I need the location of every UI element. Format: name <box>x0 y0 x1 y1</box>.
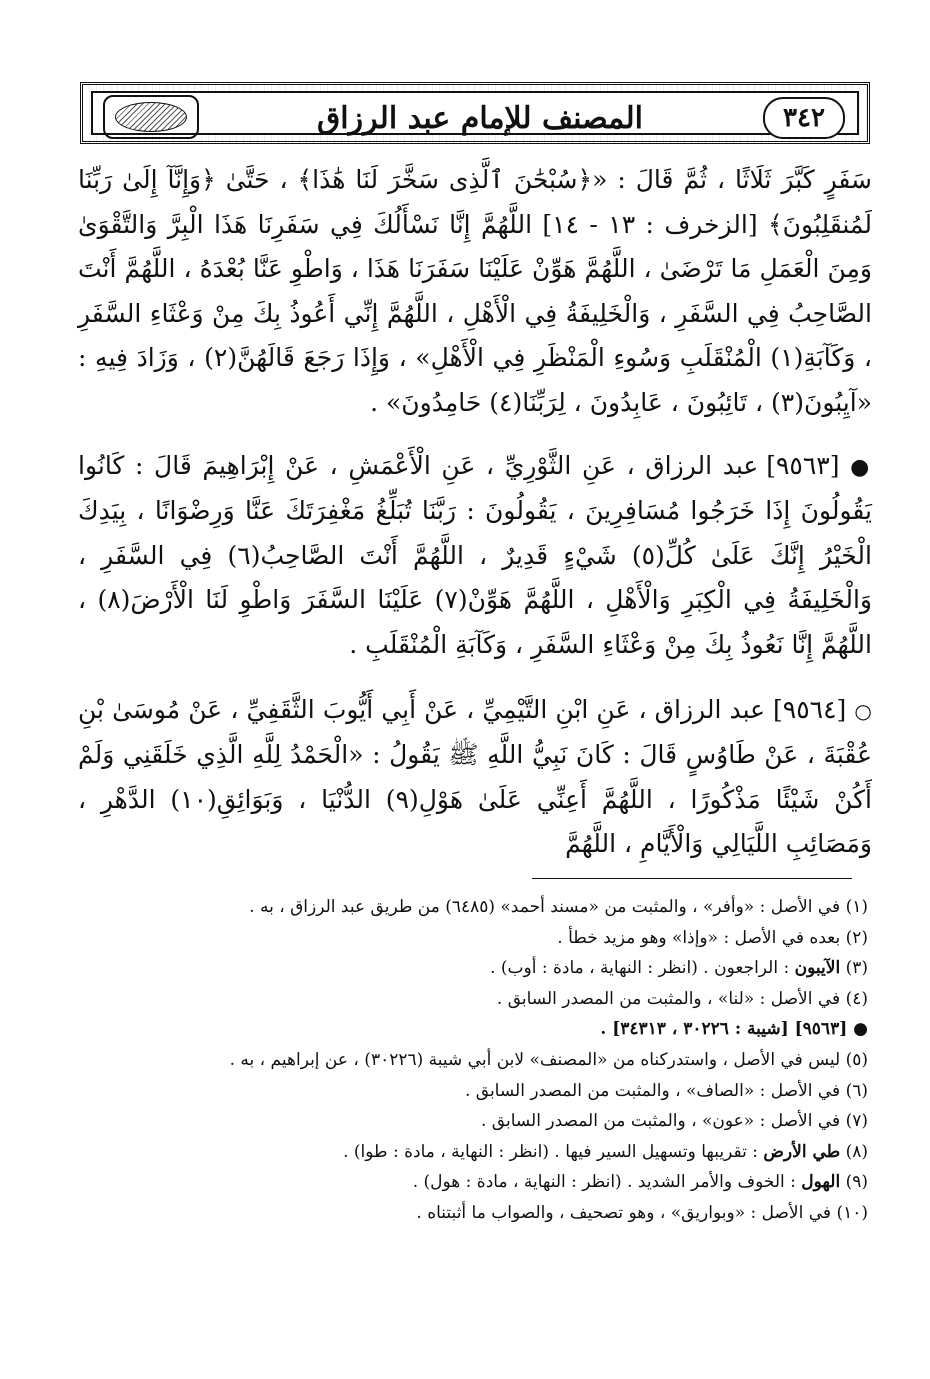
footnotes <box>80 892 872 1229</box>
footnote-term: طي الأرض <box>763 1141 841 1162</box>
page-header <box>80 82 870 144</box>
book-title: المصنف للإمام عبد الرزاق <box>317 100 643 136</box>
footnote-number: (٨) <box>845 1141 868 1162</box>
page-number: ٣٤٢ <box>763 97 845 139</box>
footnote-definition: : تقريبها وتسهيل السير فيها . (انظر : النهاية ، مادة : طوا) . <box>343 1141 758 1162</box>
paragraph-text: [٩٥٦٤] عبد الرزاق ، عَنِ ابْنِ التَّيْمِيِّ ، عَنْ أَبِي أَيُّوبَ الثَّقَفِيِّ ، عَنْ مُوسَىٰ بْنِ عُقْبَةَ ، عَنْ طَاوُسٍ قَالَ : كَانَ نَبِيُّ اللَّهِ ﷺ يَقُولُ : «الْحَمْدُ لِلَّهِ الَّذِي خَلَقَنِي وَلَمْ أَكُنْ شَيْئًا مَذْكُورًا ، اللَّهُمَّ أَعِنِّي عَلَىٰ هَوْلِ(٩) الدُّنْيَا ، وَبَوَائِقِ(١٠) الدَّهْرِ ، وَمَصَائِبِ اللَّيَالِي وَالْأَيَّامِ ، اللَّهُمَّ <box>78 694 873 859</box>
footnote-8 <box>80 1137 872 1168</box>
hollow-bullet-icon: ○ <box>854 698 872 723</box>
main-text <box>78 158 872 887</box>
filled-bullet-icon: ● <box>850 453 872 480</box>
header-seal-logo <box>103 95 199 139</box>
footnote-term: الهول <box>801 1172 841 1193</box>
footnote-4: (٤) في الأصل : «لنا» ، والمثبت من المصدر السابق . <box>496 988 868 1009</box>
paragraph-continuation <box>78 158 872 426</box>
footnote-term: الآيبون <box>794 958 841 979</box>
footnote-7: (٧) في الأصل : «عون» ، والمثبت من المصدر السابق . <box>480 1111 868 1132</box>
footnote-definition: : الراجعون . (انظر : النهاية ، مادة : أوب) . <box>490 958 790 979</box>
hadith-9563 <box>78 444 872 668</box>
footnote-5: (٥) ليس في الأصل ، واستدركناه من «المصنف» لابن أبي شيبة (٣٠٢٢٦) ، عن إبراهيم ، به . <box>229 1049 868 1070</box>
footnote-10: (١٠) في الأصل : «وبواريق» ، وهو تصحيف ، والصواب ما أثبتناه . <box>416 1202 868 1223</box>
paragraph-text: [٩٥٦٣] عبد الرزاق ، عَنِ الثَّوْرِيِّ ، عَنِ الْأَعْمَشِ ، عَنْ إِبْرَاهِيمَ قَالَ : كَانُوا يَقُولُونَ إِذَا خَرَجُوا مُسَافِرِينَ ، يَقُولُونَ : رَبَّنَا تُبَلِّغُ مَغْفِرَتَكَ عَنَّا وَرِضْوَانًا ، بِيَدِكَ الْخَيْرُ إِنَّكَ عَلَىٰ كُلِّ(٥) شَيْءٍ قَدِيرٌ ، اللَّهُمَّ أَنْتَ الصَّاحِبُ(٦) فِي السَّفَرِ ، وَالْخَلِيفَةُ فِي الْكِبَرِ وَالْأَهْلِ ، اللَّهُمَّ هَوِّنْ(٧) عَلَيْنَا السَّفَرَ وَاطْوِ لَنَا الْأَرْضَ(٨) ، اللَّهُمَّ إِنَّا نَعُوذُ بِكَ مِنْ وَعْثَاءِ السَّفَرِ ، وَكَآبَةِ الْمُنْقَلَبِ . <box>78 450 872 659</box>
footnote-2: (٢) بعده في الأصل : «وإذا» وهو مزيد خطأ . <box>557 927 868 948</box>
footnote-number: (٩) <box>845 1172 868 1193</box>
source-reference-9563: ● [٩٥٦٣] [شيبة : ٣٠٢٢٦ ، ٣٤٣١٣] . <box>600 1019 868 1040</box>
footnote-3 <box>80 953 872 984</box>
footnote-1: (١) في الأصل : «وأفر» ، والمثبت من «مسند أحمد» (٦٤٨٥) من طريق عبد الرزاق ، به . <box>249 897 868 917</box>
hadith-9564 <box>78 688 872 867</box>
seal-ornament-icon <box>115 102 187 132</box>
footnote-definition: : الخوف والأمر الشديد . (انظر : النهاية ، مادة : هول) . <box>412 1172 796 1193</box>
paragraph-text: سَفَرٍ كَبَّرَ ثَلَاثًا ، ثُمَّ قَالَ : «﴿سُبْحَٰنَ ٱلَّذِى سَخَّرَ لَنَا هَٰذَا﴾ ، حَتَّىٰ ﴿وَإِنَّآ إِلَىٰ رَبِّنَا لَمُنقَلِبُونَ﴾ [الزخرف : ١٣ - ١٤] اللَّهُمَّ إِنَّا نَسْأَلُكَ فِي سَفَرِنَا هَذَا الْبِرَّ وَالتَّقْوَىٰ وَمِنَ الْعَمَلِ مَا تَرْضَىٰ ، اللَّهُمَّ هَوِّنْ عَلَيْنَا سَفَرَنَا هَذَا ، وَاطْوِ عَنَّا بُعْدَهُ ، اللَّهُمَّ أَنْتَ الصَّاحِبُ فِي السَّفَرِ ، وَالْخَلِيفَةُ فِي الْأَهْلِ ، اللَّهُمَّ إِنِّي أَعُوذُ بِكَ مِنْ وَعْثَاءِ السَّفَرِ ، وَكَآبَةِ(١) الْمُنْقَلَبِ وَسُوءِ الْمَنْظَرِ فِي الْأَهْلِ» ، وَإِذَا رَجَعَ قَالَهُنَّ(٢) ، وَزَادَ فِيهِ : «آيِبُونَ(٣) ، تَائِبُونَ ، عَابِدُونَ ، لِرَبِّنَا(٤) حَامِدُونَ» . <box>78 165 872 417</box>
footnote-9 <box>80 1167 872 1198</box>
footnote-separator <box>532 878 852 879</box>
footnote-number: (٣) <box>845 958 868 979</box>
footnote-6: (٦) في الأصل : «الصاف» ، والمثبت من المصدر السابق . <box>464 1080 868 1101</box>
header-frame <box>91 91 859 135</box>
